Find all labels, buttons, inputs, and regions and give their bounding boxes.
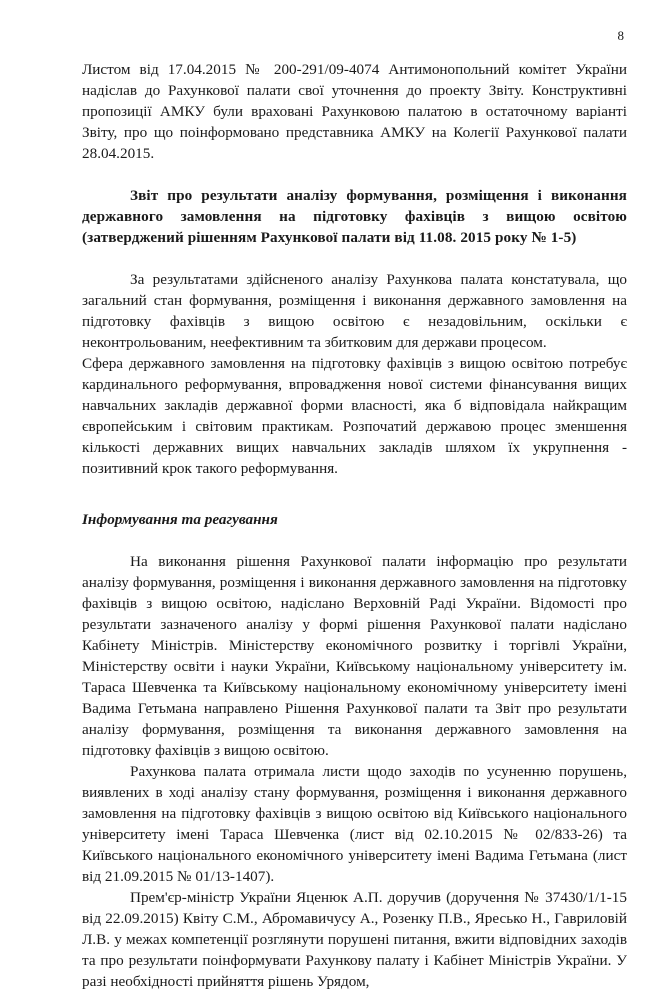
spacer bbox=[82, 479, 627, 509]
findings-paragraph-2: Сфера державного замовлення на підготовку фахівців з вищою освітою потребує кардинального реформування, впровадження нової системи фінансування вищих навчальних закладів державної форми власності, яка б відповідала найкращим європейським і світовим практикам. Розпочатий державою процес зменшення кількості державних вищих навчальних закладів шляхом їх укрупнення - позитивний крок такого реформування. bbox=[82, 355, 627, 477]
info-paragraph-2: Рахункова палата отримала листи щодо заходів по усуненню порушень, виявлених в ході аналізу стану формування, розміщення і виконання державного замовлення на підготовку фахівців з вищою освітою від Київського національного університету імені Тараса Шевченка (лист від 02.10.2015 № 02/833-26) та Київського національного економічного університету імені Вадима Гетьмана (лист від 21.09.2015 № 01/13-1407). bbox=[82, 763, 627, 885]
spacer bbox=[82, 530, 627, 551]
page-number: 8 bbox=[617, 28, 624, 43]
info-paragraph-3: Прем'єр-міністр України Яценюк А.П. доручив (доручення № 37430/1/1-15 від 22.09.2015) Квіту С.М., Абромавичусу А., Розенку П.В., Яресько Н., Гавриловій Л.В. у межах компетенції розглянути порушені питання, вжити відповідних заходів та про результати поінформувати Рахункову палату і Кабінет Міністрів України. У разі необхідності прийняття рішень Урядом, bbox=[82, 889, 627, 990]
document-body bbox=[82, 59, 627, 992]
report-title: Звіт про результати аналізу формування, розміщення і виконання державного замовлення на підготовку фахівців з вищою освітою (затверджений рішенням Рахункової палати від 11.08. 2015 року № 1-5) bbox=[82, 187, 627, 246]
info-paragraph-1: На виконання рішення Рахункової палати інформацію про результати аналізу формування, розміщення і виконання державного замовлення на підготовку фахівців з вищою освітою, надіслано Верховній Раді України. Відомості про результати зазначеного аналізу у формі рішення Рахункової палати надіслано Кабінету Міністрів. Міністерству економічного розвитку і торгівлі України, Міністерству освіти і науки України, Київському національному університету ім. Тараса Шевченка та Київському національному економічному університету імені Вадима Гетьмана направлено Рішення Рахункової палати та Звіт про результати аналізу формування, розміщення та виконання державного замовлення на підготовку фахівців з вищою освітою. bbox=[82, 553, 627, 759]
spacer bbox=[82, 248, 627, 269]
findings-paragraph: За результатами здійсненого аналізу Рахункова палата констатувала, що загальний стан формування, розміщення і виконання державного замовлення на підготовку фахівців з вищою освітою є незадовільним, оскільки є неконтрольованим, неефективним та збитковим для держави процесом. bbox=[82, 271, 627, 351]
intro-paragraph: Листом від 17.04.2015 № 200-291/09-4074 Антимонопольний комітет України надіслав до Рахункової палати свої уточнення до проекту Звіту. Конструктивні пропозиції АМКУ були враховані Рахунковою палатою в остаточному варіанті Звіту, про що поінформовано представника АМКУ на Колегії Рахункової палати 28.04.2015. bbox=[82, 61, 627, 162]
spacer bbox=[82, 164, 627, 185]
section-heading: Інформування та реагування bbox=[82, 511, 278, 528]
